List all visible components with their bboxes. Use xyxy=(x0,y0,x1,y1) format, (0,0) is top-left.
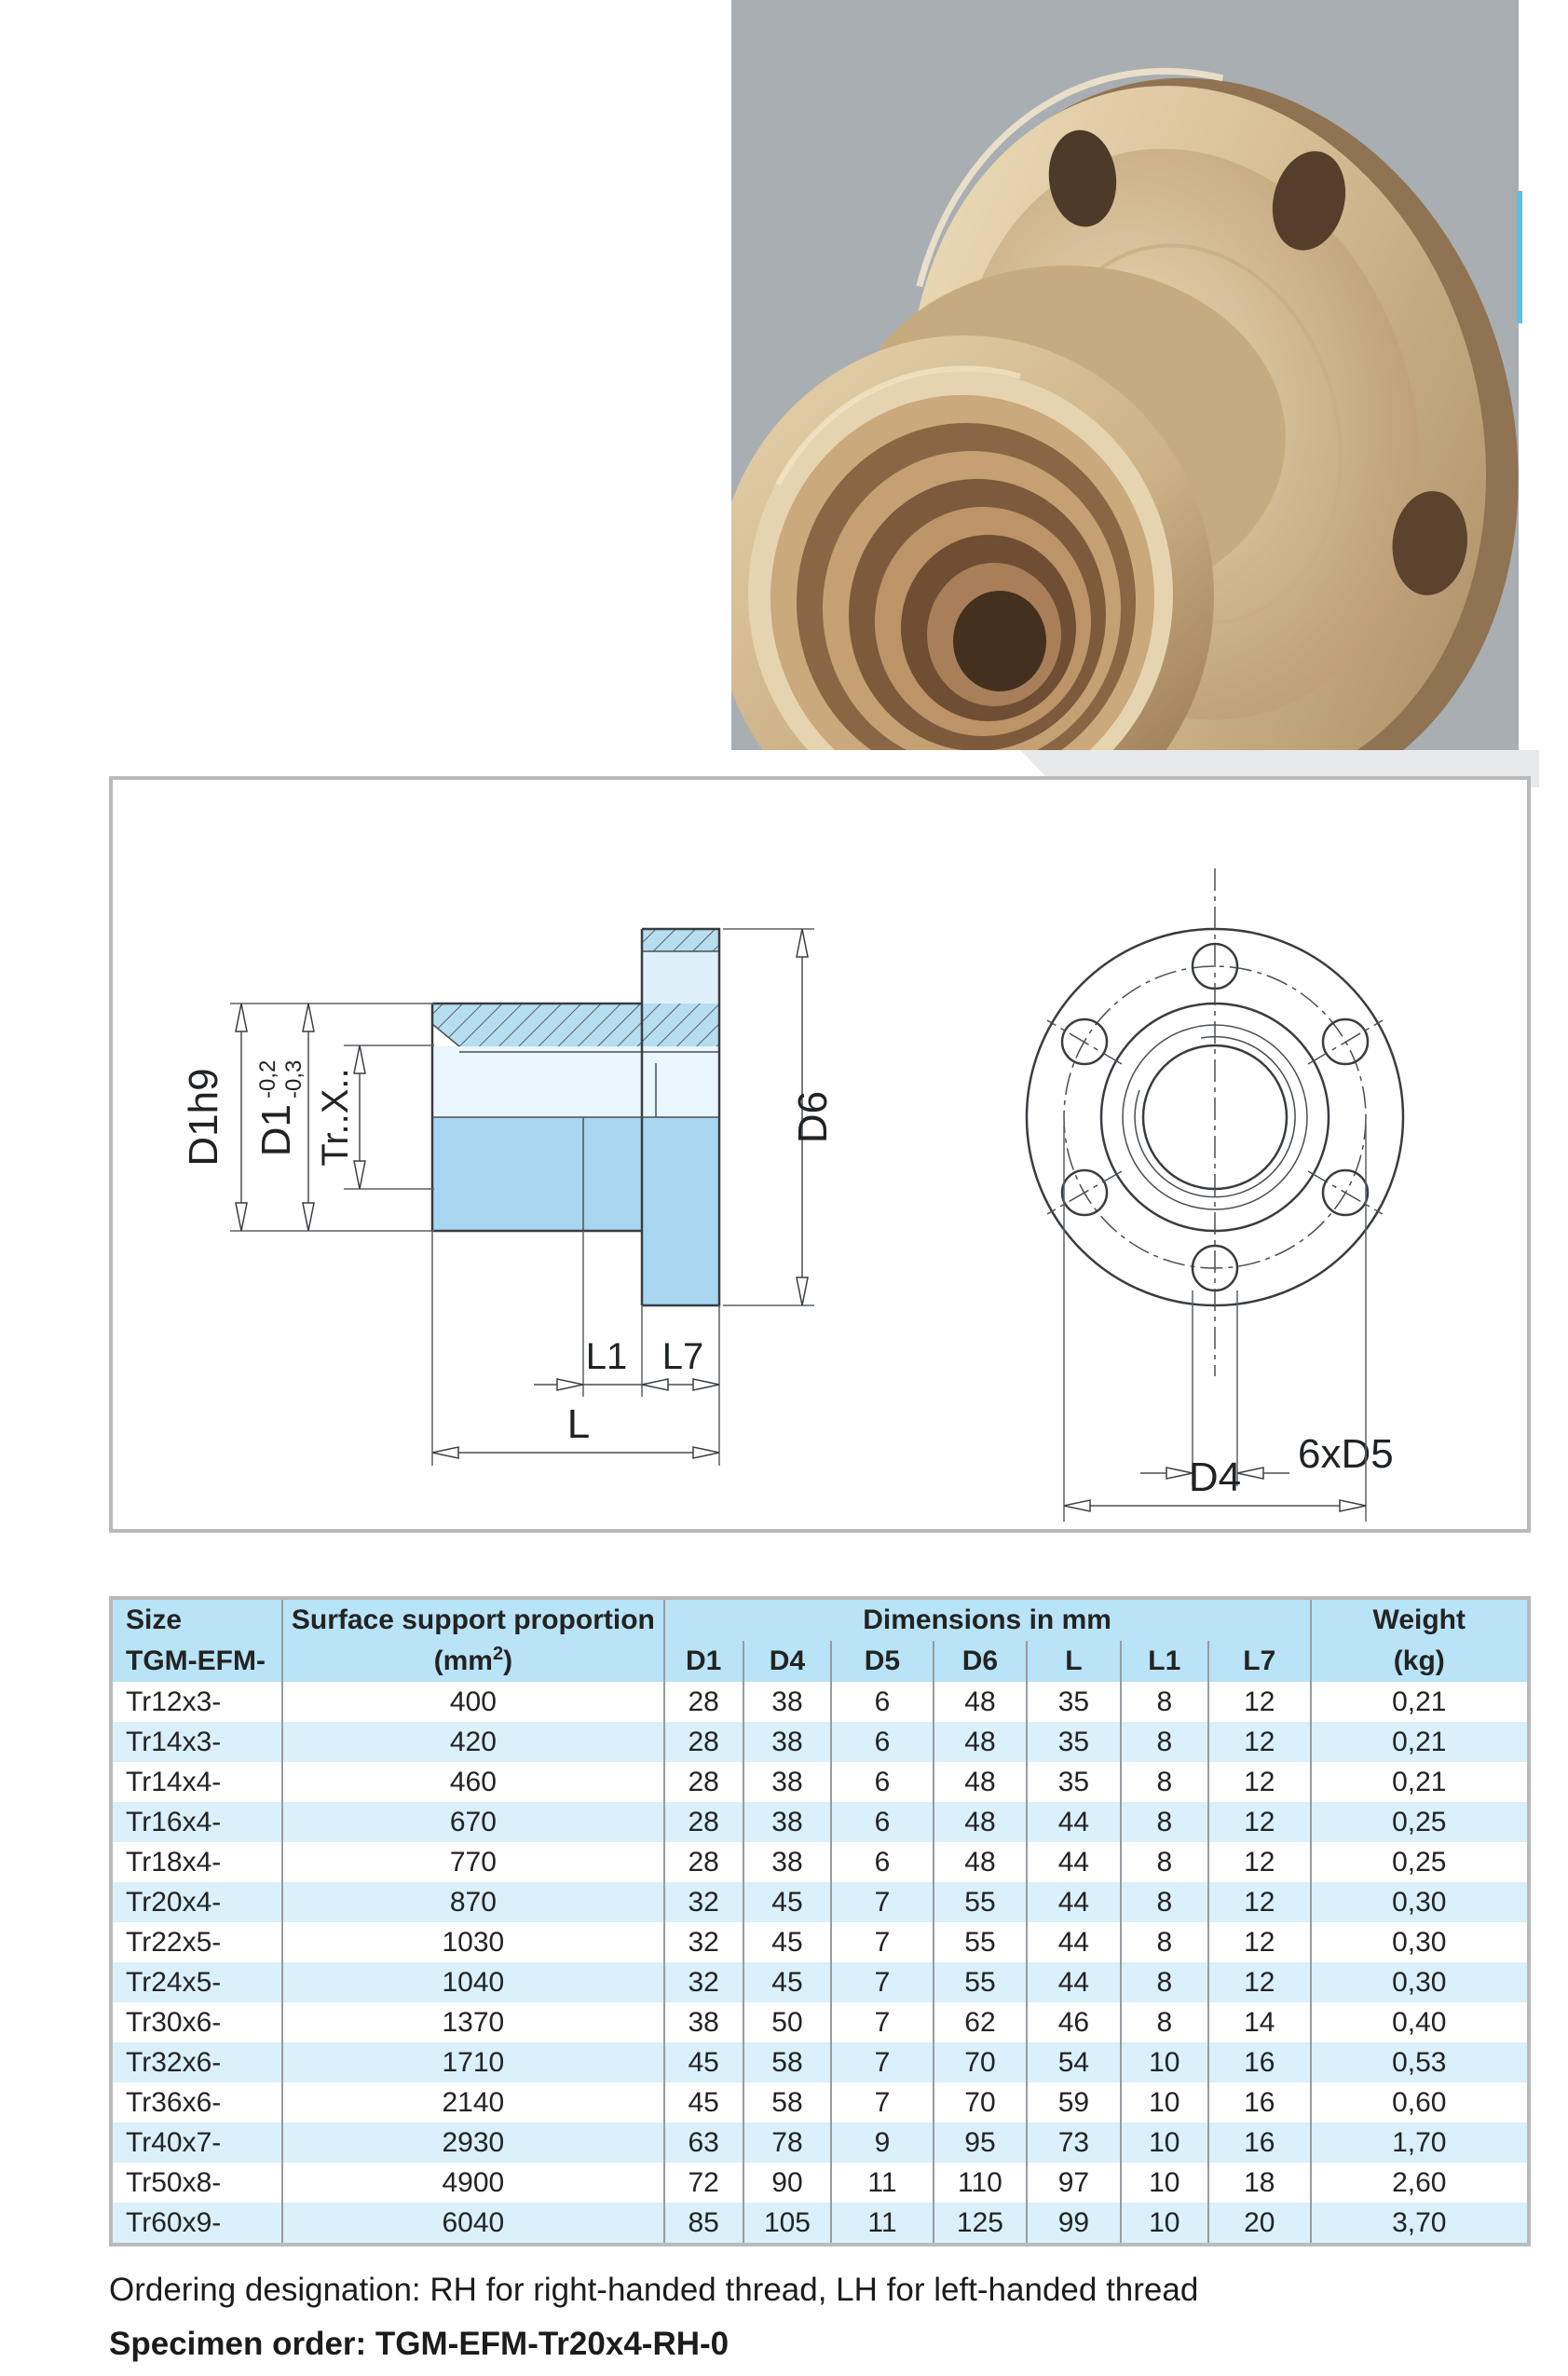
table-cell: 11 xyxy=(831,2203,934,2245)
table-cell: 16 xyxy=(1208,2123,1311,2163)
table-cell: 28 xyxy=(664,1762,743,1802)
col-header-l1: L1 xyxy=(1121,1641,1208,1682)
table-cell: 12 xyxy=(1208,1802,1311,1842)
table-cell: 45 xyxy=(743,1882,831,1922)
table-cell: 9 xyxy=(831,2123,934,2163)
table-cell: 770 xyxy=(282,1842,663,1882)
table-cell: 0,30 xyxy=(1311,1962,1529,2002)
table-cell: 8 xyxy=(1121,1842,1208,1882)
table-cell: 10 xyxy=(1121,2082,1208,2123)
col-header-d4: D4 xyxy=(743,1641,831,1682)
ordering-designation-text: Ordering designation: RH for right-handed thread, LH for left-handed thread xyxy=(109,2272,1199,2308)
table-cell: 6 xyxy=(831,1682,934,1722)
dim-label-d1h9: D1h9 xyxy=(181,1068,226,1167)
dimension-table xyxy=(109,1596,1531,2246)
table-row xyxy=(111,2042,1529,2082)
table-cell: 1030 xyxy=(282,1922,663,1962)
table-cell: 58 xyxy=(743,2082,831,2123)
table-cell: 12 xyxy=(1208,1722,1311,1762)
product-photo xyxy=(731,0,1519,750)
table-cell: 400 xyxy=(282,1682,663,1722)
table-cell: 72 xyxy=(664,2163,743,2203)
table-cell: 7 xyxy=(831,1922,934,1962)
table-cell: 16 xyxy=(1208,2042,1311,2082)
table-cell: 10 xyxy=(1121,2203,1208,2245)
table-cell: 8 xyxy=(1121,2002,1208,2042)
table-row xyxy=(111,1682,1529,1722)
table-cell: 8 xyxy=(1121,1922,1208,1962)
table-cell: 50 xyxy=(743,2002,831,2042)
table-cell: 7 xyxy=(831,1962,934,2002)
surface-unit-open: (mm xyxy=(433,1645,493,1677)
table-cell: 0,25 xyxy=(1311,1802,1529,1842)
table-cell: Tr60x9- xyxy=(111,2203,282,2245)
table-cell: 105 xyxy=(743,2203,831,2245)
table-cell: 32 xyxy=(664,1962,743,2002)
table-cell: 12 xyxy=(1208,1922,1311,1962)
col-header-surface: Surface support proportion xyxy=(282,1598,663,1641)
table-cell: 670 xyxy=(282,1802,663,1842)
front-view xyxy=(1027,868,1403,1522)
table-row xyxy=(111,1762,1529,1802)
table-cell: 45 xyxy=(664,2082,743,2123)
table-cell: 1710 xyxy=(282,2042,663,2082)
table-cell: 55 xyxy=(934,1922,1027,1962)
col-header-weight-unit: (kg) xyxy=(1311,1641,1529,1682)
table-cell: 6 xyxy=(831,1762,934,1802)
table-cell: Tr40x7- xyxy=(111,2123,282,2163)
dim-label-d6: D6 xyxy=(790,1090,836,1144)
table-cell: 54 xyxy=(1027,2042,1120,2082)
table-row xyxy=(111,2163,1529,2203)
table-cell: 45 xyxy=(743,1962,831,2002)
table-cell: Tr20x4- xyxy=(111,1882,282,1922)
table-cell: 420 xyxy=(282,1722,663,1762)
dim-label-l7: L7 xyxy=(661,1336,704,1377)
table-cell: 55 xyxy=(934,1962,1027,2002)
table-cell: 44 xyxy=(1027,1962,1120,2002)
table-cell: 28 xyxy=(664,1842,743,1882)
col-header-size: Size xyxy=(111,1598,282,1641)
table-cell: 12 xyxy=(1208,1682,1311,1722)
table-row xyxy=(111,1722,1529,1762)
table-cell: 44 xyxy=(1027,1802,1120,1842)
table-cell: Tr32x6- xyxy=(111,2042,282,2082)
table-cell: 70 xyxy=(934,2042,1027,2082)
table-cell: 0,53 xyxy=(1311,2042,1529,2082)
col-header-surface-unit xyxy=(282,1641,663,1682)
table-row xyxy=(111,2123,1529,2163)
table-cell: 35 xyxy=(1027,1762,1120,1802)
dim-label-l1: L1 xyxy=(585,1336,628,1377)
table-cell: 90 xyxy=(743,2163,831,2203)
table-cell: 44 xyxy=(1027,1882,1120,1922)
table-cell: 48 xyxy=(934,1842,1027,1882)
table-row xyxy=(111,2203,1529,2245)
table-cell: 0,21 xyxy=(1311,1682,1529,1722)
table-cell: 85 xyxy=(664,2203,743,2245)
page-edge-tab xyxy=(1517,191,1522,323)
dim-label-d4: D4 xyxy=(1188,1454,1242,1500)
front-view-dimension-6xd5 xyxy=(1140,1290,1394,1486)
table-cell: 35 xyxy=(1027,1722,1120,1762)
table-cell: Tr30x6- xyxy=(126,2007,222,2038)
table-cell: 4900 xyxy=(282,2163,663,2203)
table-row xyxy=(111,1922,1529,1962)
table-cell: 12 xyxy=(1208,1842,1311,1882)
table-cell: 8 xyxy=(1121,1882,1208,1922)
table-cell: 32 xyxy=(664,1922,743,1962)
table-cell: 6 xyxy=(831,1842,934,1882)
dim-label-d1-tol-upper: -0,2 xyxy=(255,1059,280,1099)
col-header-d5: D5 xyxy=(831,1641,934,1682)
col-header-dimensions-group: Dimensions in mm xyxy=(664,1598,1311,1641)
table-cell: 12 xyxy=(1208,1962,1311,2002)
table-cell: 95 xyxy=(934,2123,1027,2163)
table-cell: 110 xyxy=(934,2163,1027,2203)
table-cell: 38 xyxy=(743,1722,831,1762)
table-cell: 44 xyxy=(1027,1922,1120,1962)
table-row xyxy=(111,2002,1529,2042)
flange-nut-photo-art xyxy=(731,0,1519,750)
table-row xyxy=(111,1962,1529,2002)
specimen-order-text: Specimen order: TGM-EFM-Tr20x4-RH-0 xyxy=(109,2326,729,2362)
table-cell: 73 xyxy=(1027,2123,1120,2163)
table-cell: 11 xyxy=(831,2163,934,2203)
col-header-size-prefix: TGM-EFM- xyxy=(111,1641,282,1682)
table-cell: 48 xyxy=(934,1722,1027,1762)
table-cell: Tr14x4- xyxy=(126,1767,222,1797)
table-cell: 0,60 xyxy=(1311,2082,1529,2123)
table-cell: 38 xyxy=(743,1682,831,1722)
table-cell: 8 xyxy=(1121,1802,1208,1842)
table-cell: 28 xyxy=(664,1722,743,1762)
table-cell: 97 xyxy=(1027,2163,1120,2203)
col-header-weight: Weight xyxy=(1311,1598,1529,1641)
table-row xyxy=(111,1882,1529,1922)
table-cell: Tr36x6- xyxy=(126,2087,222,2118)
table-cell: 16 xyxy=(1208,2082,1311,2123)
table-cell: 1040 xyxy=(282,1962,663,2002)
col-header-l7: L7 xyxy=(1208,1641,1311,1682)
cross-section-dimensions-left xyxy=(181,1004,434,1231)
table-cell: 12 xyxy=(1208,1762,1311,1802)
table-cell: 6040 xyxy=(282,2203,663,2245)
table-cell: 125 xyxy=(934,2203,1027,2245)
table-cell: 45 xyxy=(743,1922,831,1962)
table-cell: 28 xyxy=(664,1682,743,1722)
table-cell: 0,40 xyxy=(1311,2002,1529,2042)
table-cell: 1,70 xyxy=(1311,2123,1529,2163)
table-cell: 7 xyxy=(831,2082,934,2123)
table-cell: 6 xyxy=(831,1802,934,1842)
table-cell: 62 xyxy=(934,2002,1027,2042)
dim-label-d1-tol-lower: -0,3 xyxy=(281,1059,307,1099)
dim-label-d1 xyxy=(253,1060,307,1157)
table-cell: 45 xyxy=(664,2042,743,2082)
table-cell: 55 xyxy=(934,1882,1027,1922)
table-body xyxy=(111,1682,1529,2245)
cross-section-dimension-d6 xyxy=(723,929,836,1305)
table-cell: 8 xyxy=(1121,1722,1208,1762)
table-cell: 99 xyxy=(1027,2203,1120,2245)
table-cell: 38 xyxy=(743,1842,831,1882)
table-cell: Tr12x3- xyxy=(126,1686,222,1717)
table-cell: 870 xyxy=(282,1882,663,1922)
dim-label-thread: Tr..X.. xyxy=(315,1068,356,1167)
table-cell: 0,25 xyxy=(1311,1842,1529,1882)
table-cell: Tr16x4- xyxy=(111,1802,282,1842)
table-cell: 58 xyxy=(743,2042,831,2082)
table-cell: 78 xyxy=(743,2123,831,2163)
table-cell: 18 xyxy=(1208,2163,1311,2203)
table-cell: 7 xyxy=(831,2002,934,2042)
table-cell: 2930 xyxy=(282,2123,663,2163)
table-row xyxy=(111,2082,1529,2123)
table-cell: 7 xyxy=(831,1882,934,1922)
table-cell: Tr18x4- xyxy=(126,1847,222,1878)
table-cell: 10 xyxy=(1121,2123,1208,2163)
table-cell: 38 xyxy=(664,2002,743,2042)
dim-label-6xd5: 6xD5 xyxy=(1298,1431,1394,1477)
table-cell: 48 xyxy=(934,1682,1027,1722)
table-cell: 6 xyxy=(831,1722,934,1762)
col-header-l: L xyxy=(1027,1641,1120,1682)
table-cell: 7 xyxy=(831,2042,934,2082)
table-cell: 0,21 xyxy=(1311,1762,1529,1802)
table-cell: 28 xyxy=(664,1802,743,1842)
col-header-d1: D1 xyxy=(664,1641,743,1682)
table-cell: 63 xyxy=(664,2123,743,2163)
table-cell: Tr24x5- xyxy=(111,1962,282,2002)
technical-drawing-panel xyxy=(109,776,1531,1533)
table-cell: 0,30 xyxy=(1311,1922,1529,1962)
table-cell: 460 xyxy=(282,1762,663,1802)
table-cell: 8 xyxy=(1121,1682,1208,1722)
table-cell: Tr22x5- xyxy=(126,1927,222,1958)
table-cell: 10 xyxy=(1121,2042,1208,2082)
col-header-d6: D6 xyxy=(934,1641,1027,1682)
surface-unit-close: ) xyxy=(503,1645,513,1677)
table-cell: 10 xyxy=(1121,2163,1208,2203)
table-cell: 38 xyxy=(743,1762,831,1802)
technical-drawing xyxy=(113,780,1527,1529)
table-cell: 46 xyxy=(1027,2002,1120,2042)
table-cell: 48 xyxy=(934,1802,1027,1842)
table-cell: Tr14x3- xyxy=(111,1722,282,1762)
table-cell: Tr50x8- xyxy=(126,2167,222,2198)
table-cell: 8 xyxy=(1121,1962,1208,2002)
table-cell: 59 xyxy=(1027,2082,1120,2123)
table-cell: 1370 xyxy=(282,2002,663,2042)
table-row xyxy=(111,1842,1529,1882)
table-cell: 70 xyxy=(934,2082,1027,2123)
table-cell: 0,30 xyxy=(1311,1882,1529,1922)
table-cell: 35 xyxy=(1027,1682,1120,1722)
table-cell: 48 xyxy=(934,1762,1027,1802)
table-cell: 2140 xyxy=(282,2082,663,2123)
table-cell: 44 xyxy=(1027,1842,1120,1882)
table-cell: 20 xyxy=(1208,2203,1311,2245)
table-cell: 12 xyxy=(1208,1882,1311,1922)
table-cell: 14 xyxy=(1208,2002,1311,2042)
cross-section-view xyxy=(432,929,719,1305)
table-cell: 3,70 xyxy=(1311,2203,1529,2245)
table-cell: 0,21 xyxy=(1311,1722,1529,1762)
table-cell: 32 xyxy=(664,1882,743,1922)
svg-text:D1: D1 xyxy=(253,1104,299,1157)
table-cell: 38 xyxy=(743,1802,831,1842)
surface-unit-sup: 2 xyxy=(492,1644,504,1665)
table-row xyxy=(111,1802,1529,1842)
table-cell: 8 xyxy=(1121,1762,1208,1802)
dim-label-l: L xyxy=(566,1401,591,1447)
table-cell: 2,60 xyxy=(1311,2163,1529,2203)
